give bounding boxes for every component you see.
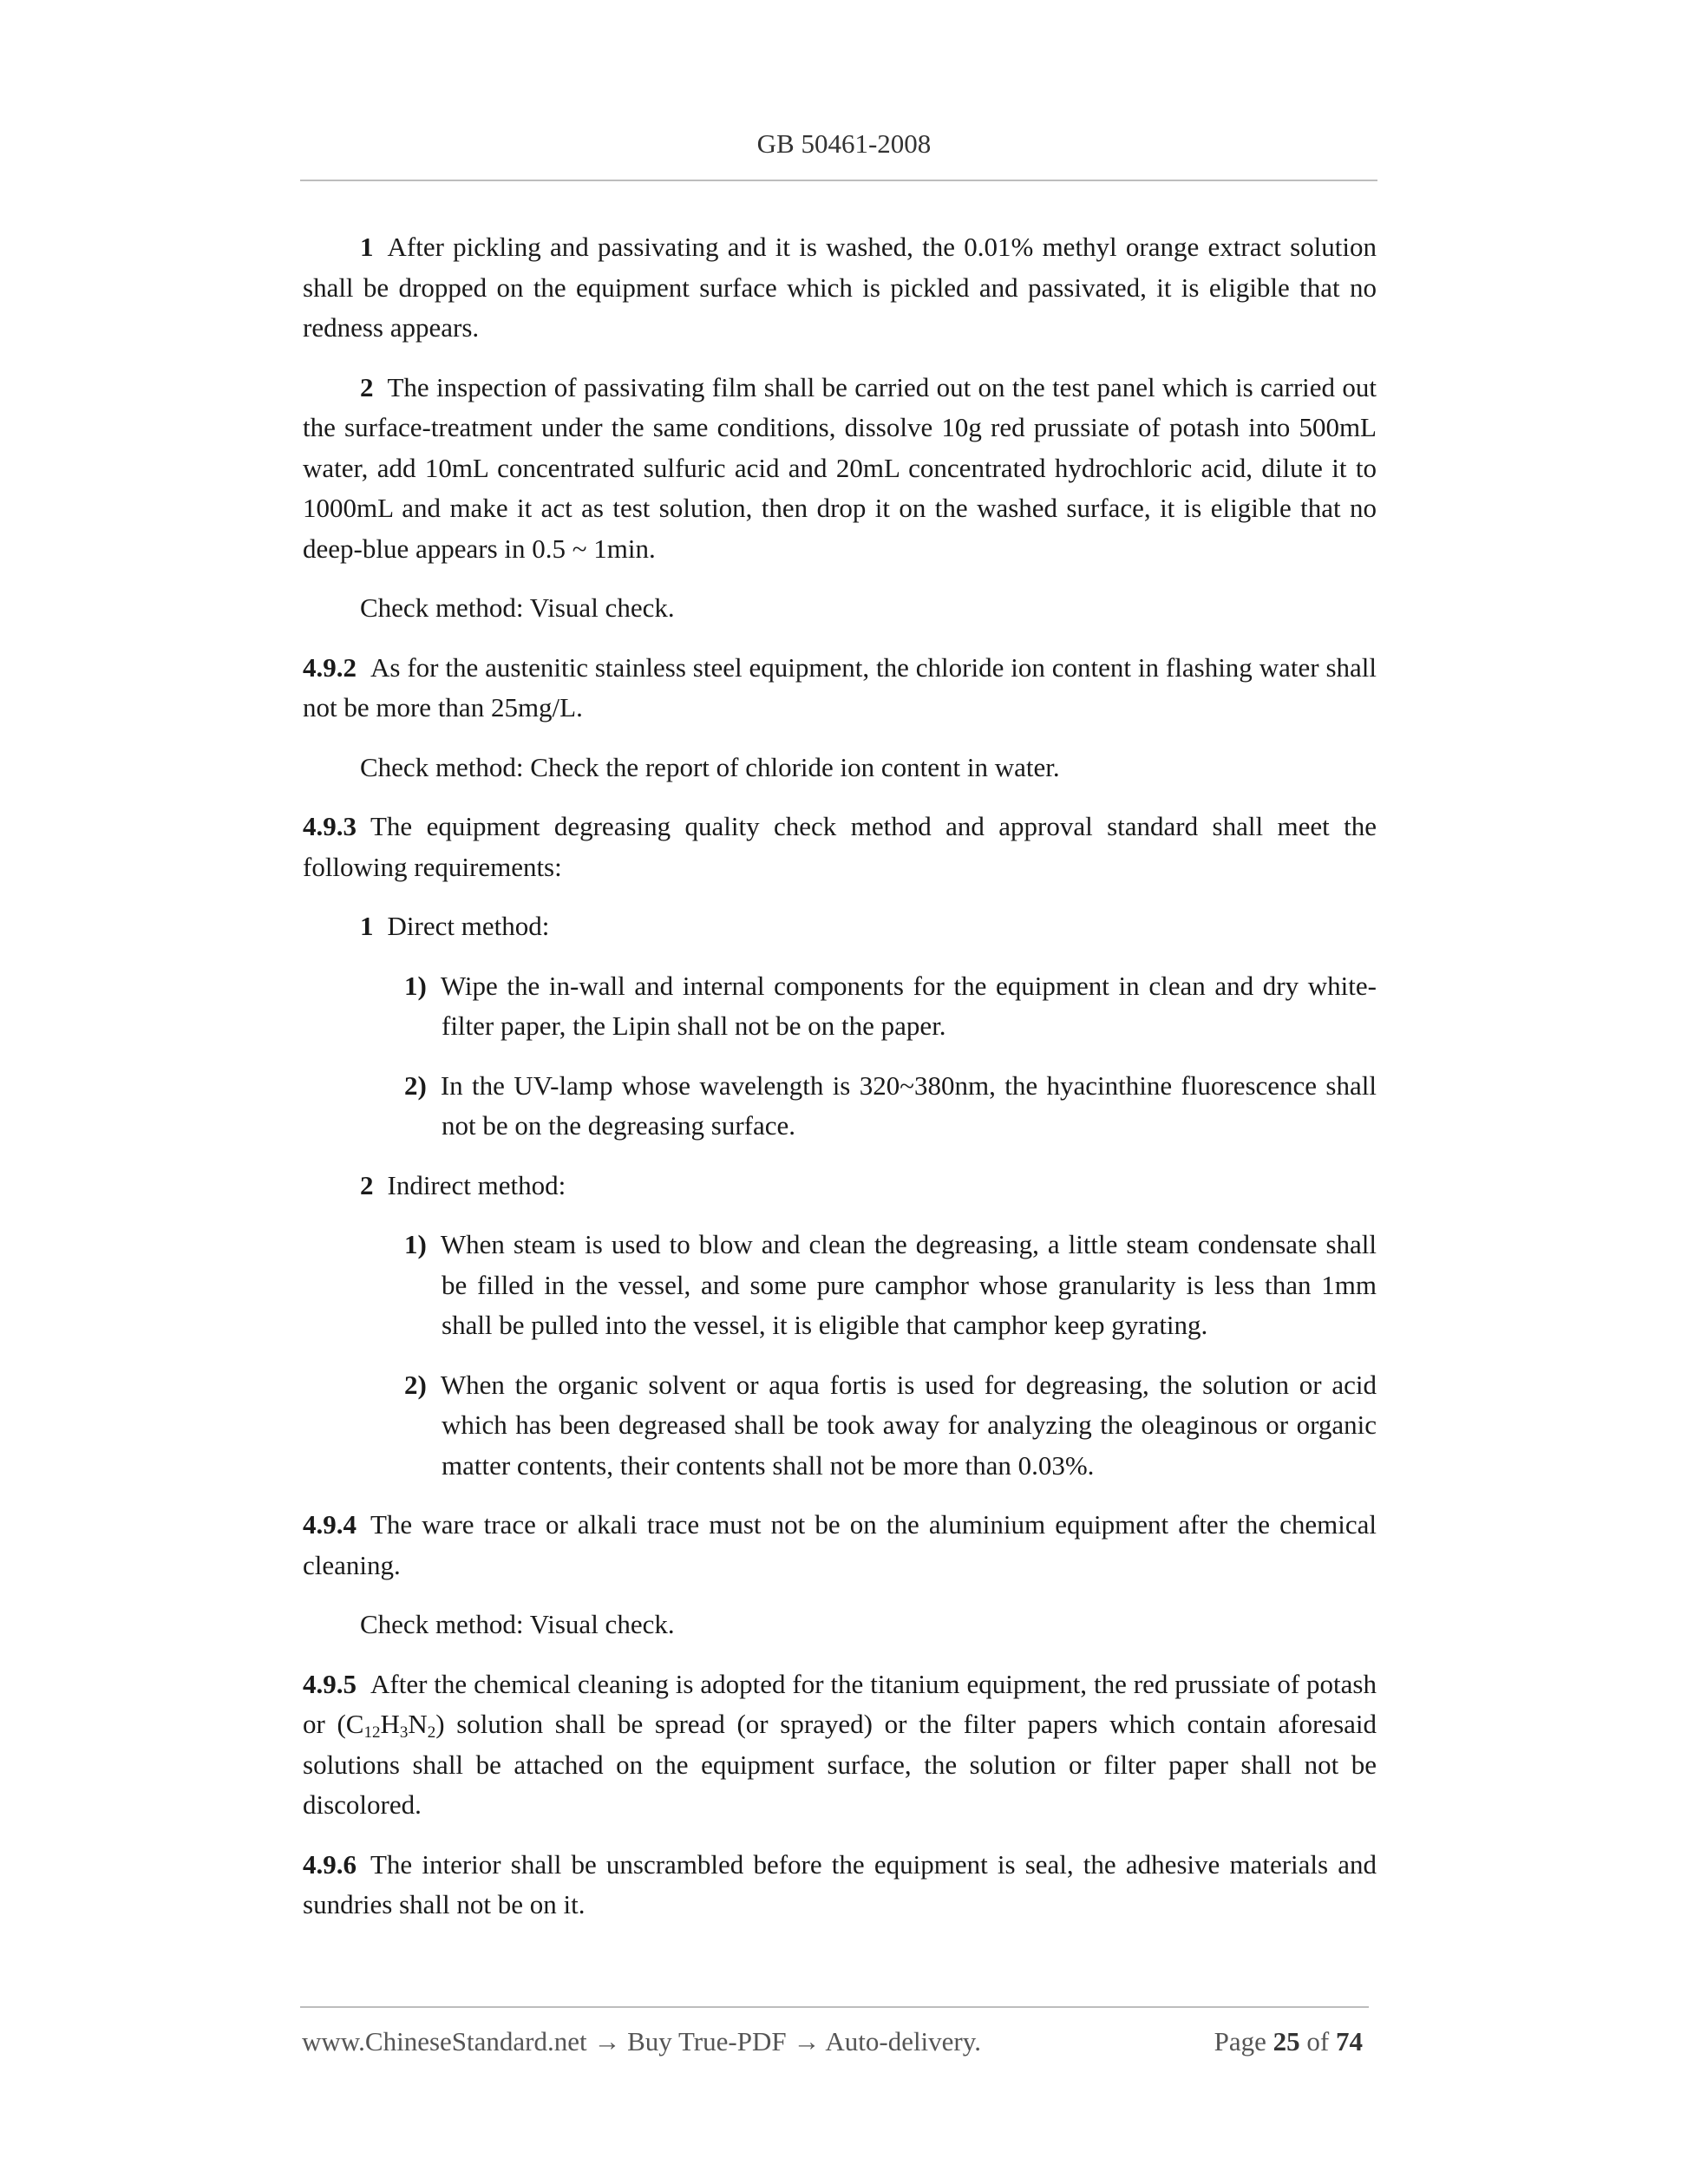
section-4-9-4 bbox=[303, 1505, 1377, 1586]
indirect-method-heading bbox=[303, 1166, 1377, 1206]
direct-subitem-1 bbox=[303, 966, 1377, 1047]
subitem-number: 1) bbox=[404, 970, 427, 1001]
header-divider bbox=[300, 180, 1377, 181]
section-text-part: N bbox=[408, 1709, 428, 1739]
footer-divider bbox=[300, 2006, 1369, 2008]
item-text: The inspection of passivating film shall be carried out on the test panel which is carried out the surface-treatment under the same conditions, dissolve 10g red prussiate of potash into 500mL water, add 10mL concentrated sulfuric acid and 20mL concentrated hydrochloric acid, dilute it to 1000mL and make it act as test solution, then drop it on the washed surface, it is eligible that no deep-blue appears in 0.5 ~ 1min. bbox=[303, 371, 1377, 564]
section-4-9-5 bbox=[303, 1664, 1377, 1826]
section-4-9-3 bbox=[303, 807, 1377, 887]
item-text: After pickling and passivating and it is washed, the 0.01% methyl orange extract solution shall be dropped on the equipment surface which is pickled and passivated, it is eligible that no redness appears. bbox=[303, 232, 1377, 343]
subitem-text: When steam is used to blow and clean the degreasing, a little steam condensate shall be filled in the vessel, and some pure camphor whose granularity is less than 1mm shall be pulled into the vessel, it is eligible that camphor keep gyrating. bbox=[440, 1229, 1377, 1340]
page-current: 25 bbox=[1273, 2026, 1300, 2056]
paragraph-item-1 bbox=[303, 227, 1377, 349]
section-text-part: After the chemical cleaning is adopted for the titanium equipment, the red prussiate of potash or (C bbox=[303, 1668, 1377, 1739]
page-total: 74 bbox=[1336, 2026, 1363, 2056]
indirect-subitem-1 bbox=[303, 1225, 1377, 1346]
paragraph-item-2 bbox=[303, 368, 1377, 570]
subitem-number: 1) bbox=[404, 1229, 427, 1259]
of-label: of bbox=[1306, 2026, 1330, 2056]
document-body bbox=[303, 227, 1377, 1945]
section-text: The interior shall be unscrambled before the equipment is seal, the adhesive materials and sundries shall not be on it. bbox=[303, 1848, 1377, 1919]
check-method-3: Check method: Visual check. bbox=[360, 1609, 675, 1639]
page-indicator bbox=[1214, 2026, 1363, 2057]
item-number: 1 bbox=[360, 911, 374, 941]
section-number: 4.9.3 bbox=[303, 811, 357, 841]
section-text: As for the austenitic stainless steel equipment, the chloride ion content in flashing water shall not be more than 25mg/L. bbox=[303, 651, 1377, 723]
subitem-text: Wipe the in-wall and internal components for the equipment in clean and dry white-filter paper, the Lipin shall not be on the paper. bbox=[440, 970, 1377, 1041]
check-method-2: Check method: Check the report of chloride ion content in water. bbox=[360, 751, 1060, 782]
section-number: 4.9.4 bbox=[303, 1509, 357, 1540]
page-label: Page bbox=[1214, 2026, 1266, 2056]
indirect-subitem-2 bbox=[303, 1365, 1377, 1487]
section-4-9-2 bbox=[303, 648, 1377, 729]
formula-subscript: 12 bbox=[363, 1723, 381, 1742]
section-number: 4.9.6 bbox=[303, 1848, 357, 1880]
subitem-number: 2) bbox=[404, 1069, 427, 1101]
item-number: 1 bbox=[360, 232, 374, 262]
item-text: Indirect method: bbox=[387, 1169, 566, 1200]
section-number: 4.9.5 bbox=[303, 1668, 357, 1699]
formula-subscript: 2 bbox=[427, 1723, 436, 1742]
subitem-text: In the UV-lamp whose wavelength is 320~380nm, the hyacinthine fluorescence shall not be on the degreasing surface. bbox=[440, 1069, 1377, 1141]
direct-method-heading bbox=[303, 906, 1377, 947]
check-method-1: Check method: Visual check. bbox=[360, 592, 675, 623]
section-text: The equipment degreasing quality check method and approval standard shall meet the following requirements: bbox=[303, 811, 1377, 882]
item-number: 2 bbox=[360, 1169, 374, 1200]
section-text-part: H bbox=[380, 1709, 400, 1739]
item-text: Direct method: bbox=[387, 911, 550, 941]
direct-subitem-2 bbox=[303, 1066, 1377, 1147]
section-text-part: ) solution shall be spread (or sprayed) or the filter papers which contain aforesaid solutions shall be attached on the equipment surface, the solution or filter paper shall not be discolored. bbox=[303, 1709, 1377, 1820]
header-title: GB 50461-2008 bbox=[756, 128, 932, 159]
footer-link-text: www.ChineseStandard.net → Buy True-PDF → Auto-delivery. bbox=[302, 2026, 981, 2056]
formula-subscript: 3 bbox=[399, 1723, 409, 1742]
section-text: The ware trace or alkali trace must not be on the aluminium equipment after the chemical cleaning. bbox=[303, 1509, 1377, 1580]
section-number: 4.9.2 bbox=[303, 651, 357, 683]
section-4-9-6 bbox=[303, 1845, 1377, 1926]
subitem-text: When the organic solvent or aqua fortis is used for degreasing, the solution or acid which has been degreased shall be took away for analyzing the oleaginous or organic matter contents, their contents shall not be more than 0.03%. bbox=[440, 1369, 1377, 1481]
item-number: 2 bbox=[360, 371, 374, 402]
subitem-number: 2) bbox=[404, 1369, 427, 1400]
